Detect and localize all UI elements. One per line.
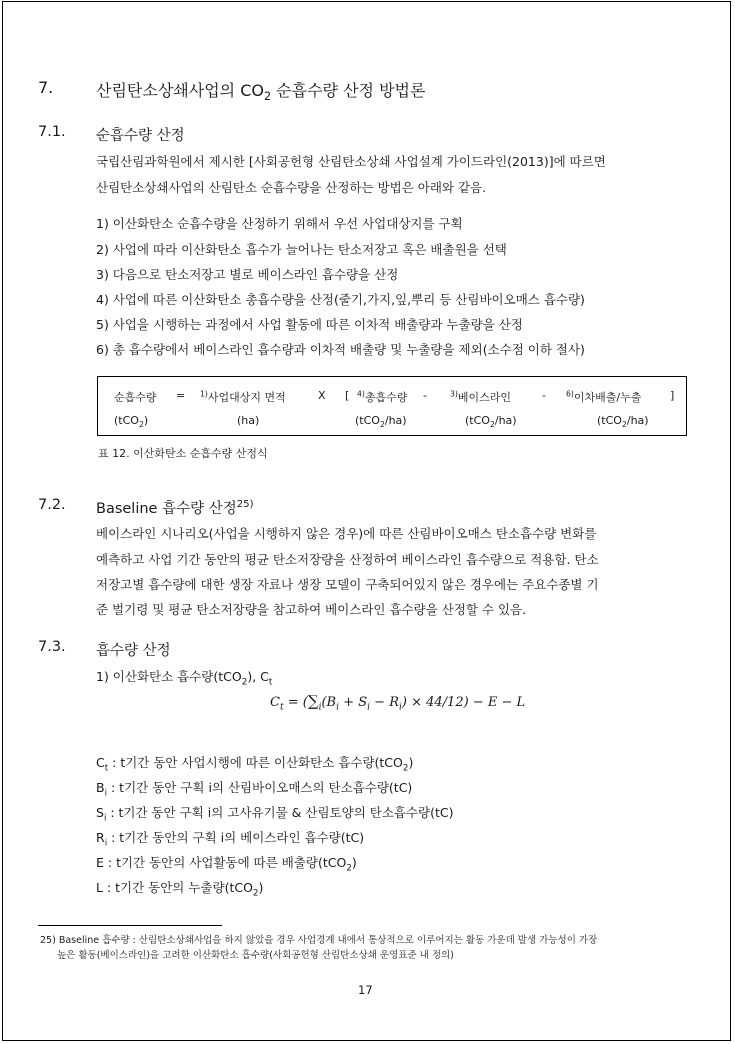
footnote-line: 높은 활동(베이스라인)을 고려한 이산화탄소 흡수량(사회공헌형 산림탄소상쇄 운영표준 내 정의) — [57, 950, 454, 961]
equation: $C_t = (\sum_i(B_i + S_i - R_i) \times 44/12) - E - L$ — [270, 692, 526, 713]
definition-line: $C_t$ : t기간 동안 사업시행에 따른 이산화탄소 흡수량(tCO$_2$) — [96, 755, 414, 774]
subsection-title: 순흡수량 산정 — [96, 128, 185, 144]
formula-unit: (tCO$_2$/ha) — [597, 414, 649, 430]
paragraph-line: 저장고별 흡수량에 대한 생장 자료나 생장 모델이 구축되어있지 않은 경우에는 주요수종별 기 — [96, 577, 599, 592]
page-number: 17 — [358, 983, 373, 997]
list-item: 1) 이산화탄소 순흡수량을 산정하기 위해서 우선 사업대상지를 구획 — [96, 216, 463, 231]
subsection-subheading: 1) 이산화탄소 흡수량(tCO$_2$), $C_t$ — [96, 669, 273, 688]
section-number: 7. — [38, 78, 54, 97]
formula-left-bracket: [ — [345, 389, 350, 402]
footnote-line: 25) Baseline 흡수량 : 산림탄소상쇄사업을 하지 않았을 경우 사업경계 내에서 통상적으로 이루어지는 활동 가운데 발생 가능성이 가장 — [40, 935, 598, 946]
formula-unit: (ha) — [237, 414, 260, 427]
definition-line: L : t기간 동안의 누출량(tCO$_2$) — [96, 880, 264, 899]
formula-term-baseline: $^{3)}$베이스라인 — [450, 389, 512, 404]
formula-term-area: $^{1)}$사업대상지 면적 — [200, 389, 286, 404]
paragraph-line: 산림탄소상쇄사업의 산림탄소 순흡수량을 산정하는 방법은 아래와 같음. — [96, 180, 487, 195]
list-item: 4) 사업에 따른 이산화탄소 총흡수량을 산정(줄기,가지,잎,뿌리 등 산림바이오매스 흡수량) — [96, 292, 585, 307]
subsection-title: 흡수량 산정 — [96, 643, 171, 659]
definition-line: $S_i$ : t기간 동안 구획 i의 고사유기물 & 산림토양의 탄소흡수량(tC) — [96, 805, 454, 824]
formula-term-total: $^{4)}$총흡수량 — [357, 389, 408, 404]
section-title: 산림탄소상쇄사업의 $CO_2$ 순흡수량 산정 방법론 — [96, 81, 426, 104]
subsection-number: 7.3. — [38, 639, 66, 655]
formula-minus: - — [542, 389, 546, 402]
paragraph-line: 준 벌기령 및 평균 탄소저장량을 참고하여 베이스라인 흡수량을 산정할 수 있음. — [96, 602, 527, 617]
formula-unit: (tCO$_2$/ha) — [465, 414, 517, 430]
footnote-divider — [38, 925, 222, 926]
formula-minus: - — [423, 389, 427, 402]
definition-line: $B_i$ : t기간 동안 구획 i의 산림바이오매스의 탄소흡수량(tC) — [96, 780, 413, 799]
list-item: 5) 사업을 시행하는 과정에서 사업 활동에 따른 이차적 배출량과 누출량을 산정 — [96, 317, 523, 332]
paragraph-line: 예측하고 사업 기간 동안의 평균 탄소저장량을 산정하여 베이스라인 흡수량으로 적용함. 탄소 — [96, 552, 599, 567]
paragraph-line: 베이스라인 시나리오(사업을 시행하지 않은 경우)에 따른 산림바이오매스 탄소흡수량 변화를 — [96, 526, 597, 541]
formula-term-secondary: $^{6)}$이차배출/누출 — [566, 389, 642, 404]
definition-line: $R_i$ : t기간 동안의 구획 i의 베이스라인 흡수량(tC) — [96, 830, 365, 849]
table-caption: 표 12. 이산화탄소 순흡수량 산정식 — [98, 447, 268, 460]
list-item: 6) 총 흡수량에서 베이스라인 흡수량과 이차적 배출량 및 누출량을 제외(소수점 이하 절사) — [96, 342, 585, 357]
subsection-title: Baseline 흡수량 산정$^{25)}$ — [96, 499, 254, 517]
formula-lhs: 순흡수량 — [114, 391, 157, 404]
list-item: 2) 사업에 따라 이산화탄소 흡수가 늘어나는 탄소저장고 혹은 배출원을 선택 — [96, 242, 507, 257]
formula-equals: = — [176, 389, 186, 402]
definition-line: E : t기간 동안의 사업활동에 따른 배출량(tCO$_2$) — [96, 855, 357, 874]
paragraph-line: 국립산림과학원에서 제시한 [사회공헌형 산림탄소상쇄 사업설계 가이드라인(2013)]에 따르면 — [96, 154, 606, 169]
list-item: 3) 다음으로 탄소저장고 별로 베이스라인 흡수량을 산정 — [96, 267, 399, 282]
formula-unit: (tCO$_2$/ha) — [355, 414, 407, 430]
subsection-number: 7.2. — [38, 497, 66, 513]
subsection-number: 7.1. — [38, 124, 66, 140]
formula-times: X — [318, 389, 326, 402]
formula-unit: (tCO$_2$) — [114, 414, 149, 430]
formula-right-bracket: ] — [670, 389, 675, 402]
